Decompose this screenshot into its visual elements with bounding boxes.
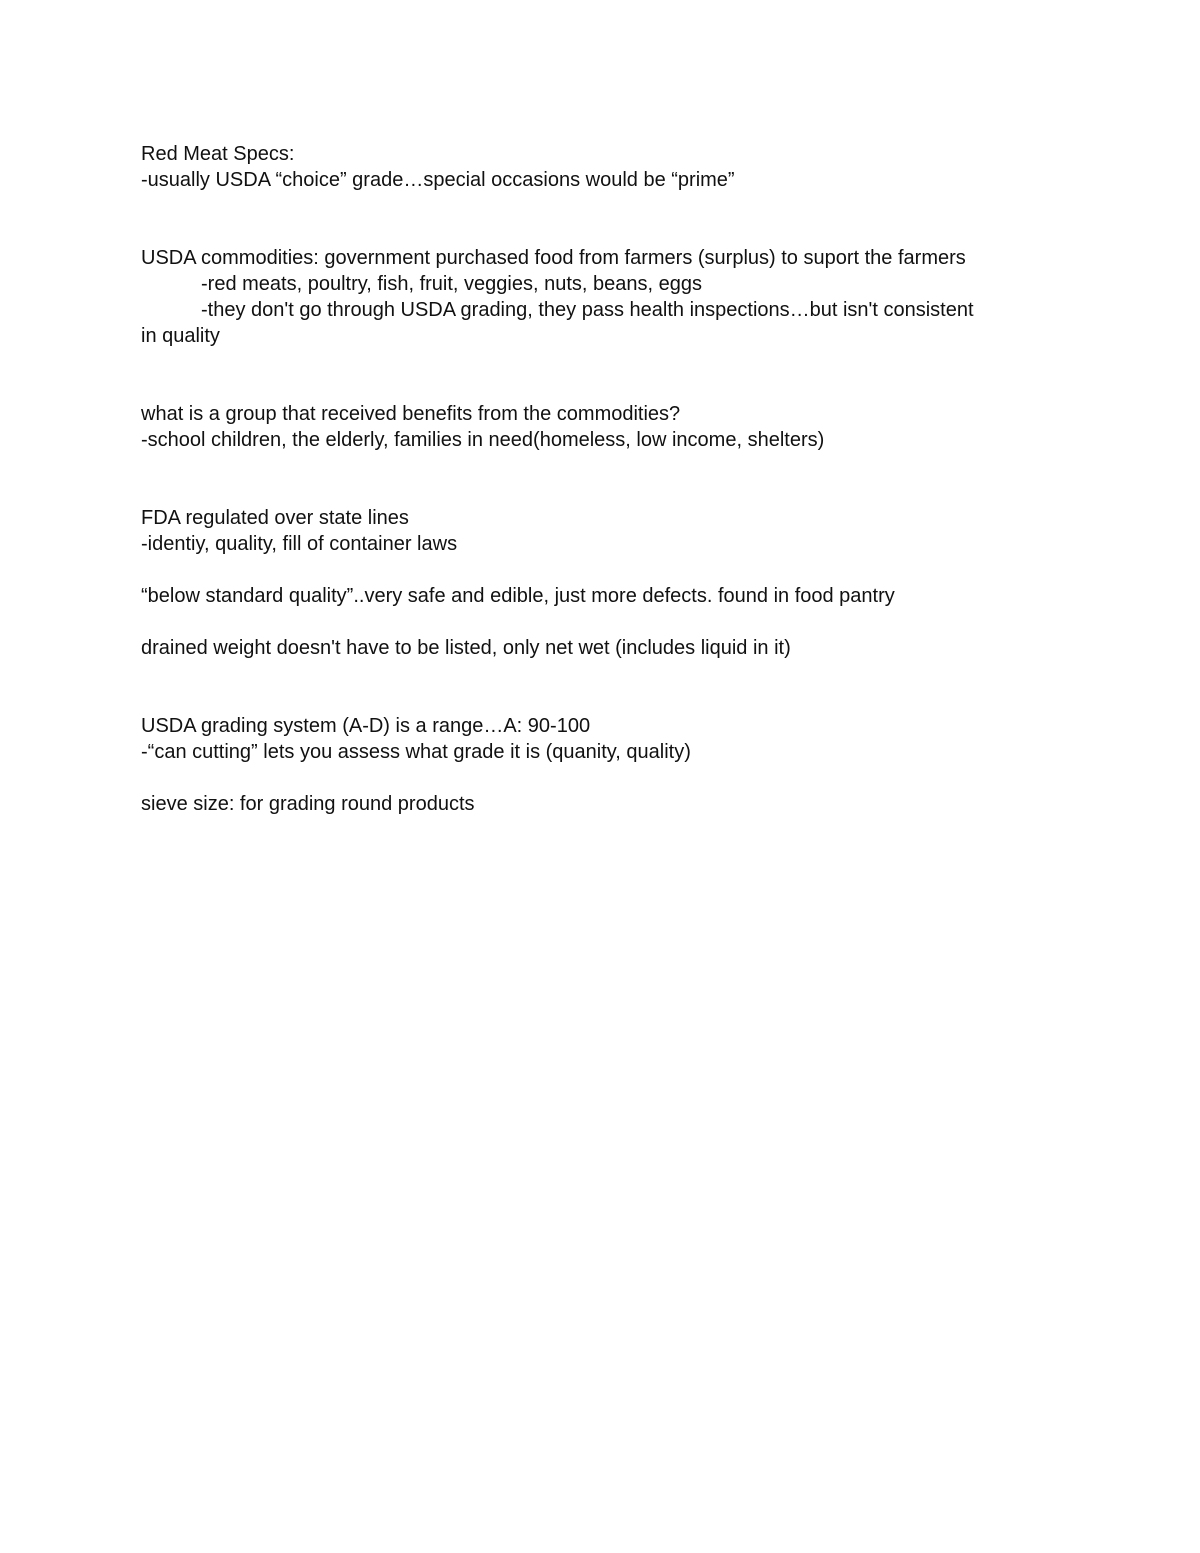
red-meat-grade-note: -usually USDA “choice” grade…special occasions would be “prime” (141, 169, 735, 191)
commodities-item-grading: -they don't go through USDA grading, they pass health inspections…but isn't consistent (201, 299, 974, 321)
commodities-heading: USDA commodities: government purchased food from farmers (surplus) to suport the farmers (141, 247, 966, 269)
spacer (141, 765, 1081, 791)
fda-laws: -identiy, quality, fill of container laws (141, 533, 458, 555)
spacer (141, 609, 1081, 635)
spacer (141, 453, 1081, 505)
commodities-item-foods: -red meats, poultry, fish, fruit, veggies, nuts, beans, eggs (201, 273, 702, 295)
sieve-size-note: sieve size: for grading round products (141, 793, 475, 815)
commodities-item-grading-continued: in quality (141, 325, 220, 347)
notes-body (141, 141, 1081, 817)
spacer (141, 193, 1081, 245)
drained-weight-note: drained weight doesn't have to be listed, only net wet (includes liquid in it) (141, 637, 791, 659)
red-meat-heading: Red Meat Specs: (141, 143, 295, 165)
below-standard-note: “below standard quality”..very safe and edible, just more defects. found in food pantry (141, 585, 895, 607)
grading-system-heading: USDA grading system (A-D) is a range…A: 90-100 (141, 715, 591, 737)
spacer (141, 661, 1081, 713)
can-cutting-note: -“can cutting” lets you assess what grade it is (quanity, quality) (141, 741, 691, 763)
spacer (141, 557, 1081, 583)
benefits-answer: -school children, the elderly, families in need(homeless, low income, shelters) (141, 429, 825, 451)
benefits-question: what is a group that received benefits from the commodities? (141, 403, 681, 425)
fda-heading: FDA regulated over state lines (141, 507, 409, 529)
spacer (141, 349, 1081, 401)
